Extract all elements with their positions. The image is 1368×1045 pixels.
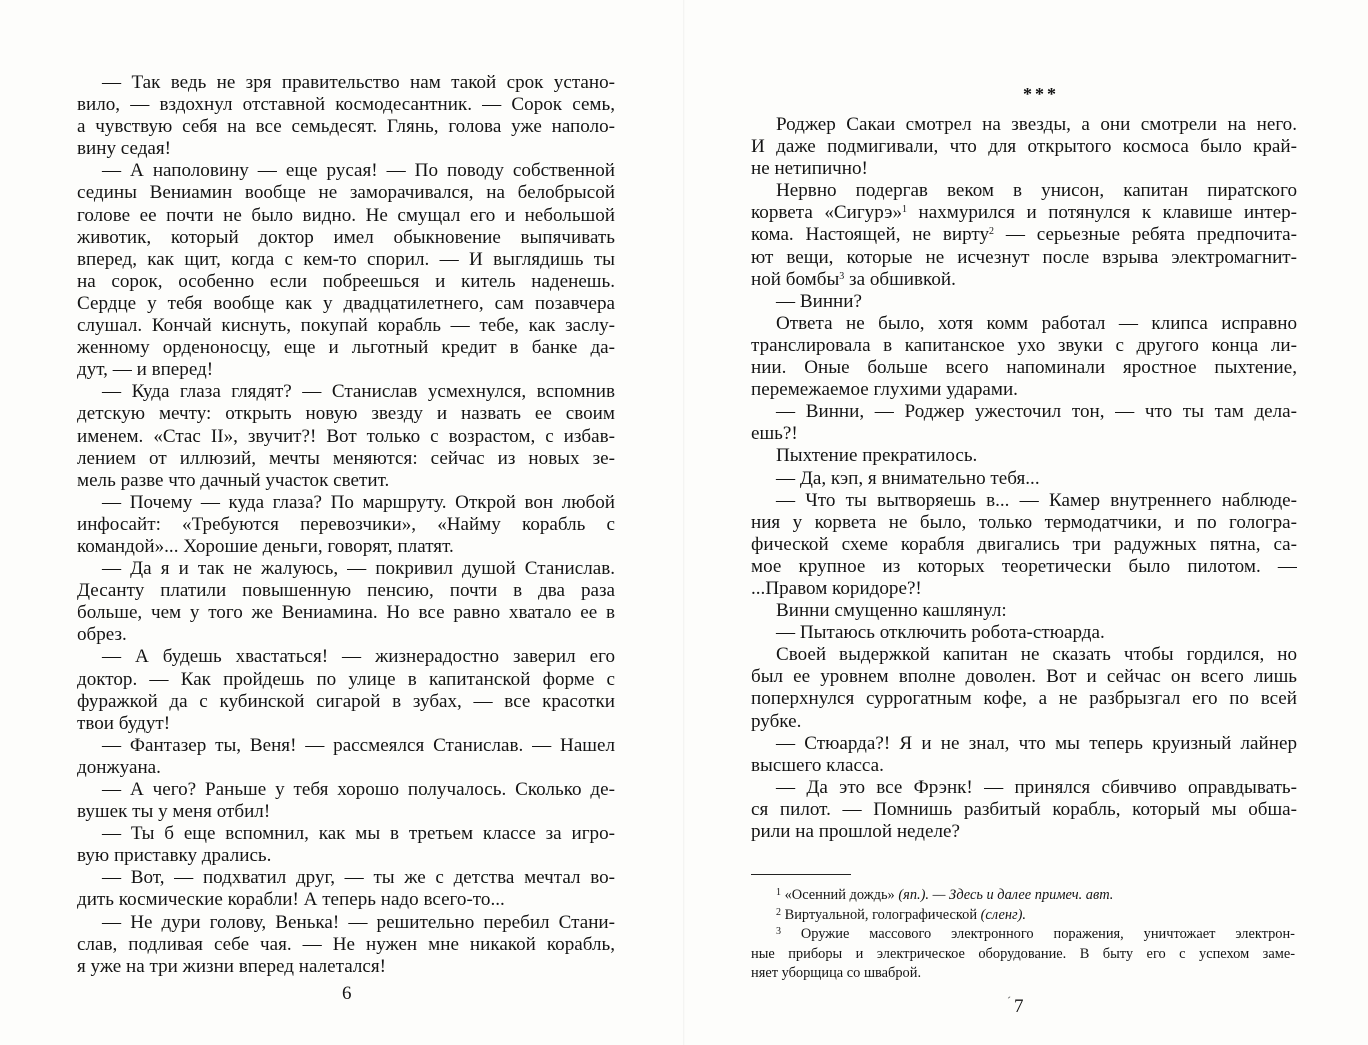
footnote-number: 2 [776, 906, 781, 918]
text-line: был ее уровнем вполне доволен. Вот и сейчас он всего лишь [751, 666, 1297, 688]
text-line: Роджер Сакаи смотрел на звезды, а они смотрели на него. [776, 114, 1297, 135]
footnotes [751, 886, 1295, 984]
text-line: Своей выдержкой капитан не сказать чтобы гордился, но [776, 644, 1297, 666]
text-line: мое крупное из которых теоретически было пилотом. — [751, 555, 1297, 577]
footnote-line: $^1$ «Осенний дождь» (яп.). — Здесь и далее примеч. авт. [776, 887, 1114, 903]
text-line: голове ее почти не было видно. Не смущал его и небольшой [77, 204, 615, 226]
text-line: — А будешь хвастаться! — жизнерадостно заверил его [102, 646, 615, 668]
text-line: Пыхтение прекратилось. [776, 445, 978, 467]
text-line: вину седая! [77, 138, 172, 160]
text-line: дут, — и вперед! [77, 359, 214, 381]
text-line: — Фантазер ты, Веня! — рассмеялся Станислав. — Нашел [102, 734, 615, 756]
text-line: — Да это все Фрэнк! — принялся сбивчиво оправдывать- [776, 776, 1297, 798]
text-line: — А чего? Раньше у тебя хорошо получалось. Сколько де- [102, 779, 615, 800]
text-line: седины Вениамин вообще не заморачивался, на белобрысой [77, 182, 615, 204]
text-line: слушал. Кончай киснуть, покупай корабль — тебе, как заслу- [77, 315, 615, 337]
text-line: детскую мечту: открыть новую звезду и назвать ее своим [77, 403, 615, 425]
text-line: ся пилот. — Помнишь разбитый корабль, который мы обша- [751, 798, 1297, 820]
page-number-right: 7 [1014, 996, 1024, 1017]
text-line: — Да, кэп, я внимательно тебя... [776, 467, 1040, 489]
text-line: женному орденоносцу, еще и льготный кредит в банке да- [77, 337, 615, 359]
text-line: именем. «Стас II», звучит?! Вот только с возрастом, с избав- [77, 425, 615, 447]
text-line: Нервно подергав веком в унисон, капитан пиратского [776, 180, 1297, 202]
text-line: доктор. — Как пройдешь по улице в капитанской форме с [77, 668, 615, 690]
text-line: фуражкой да с кубинской сигарой в зубах, — все красотки [77, 690, 615, 712]
footnote-number: 3 [776, 926, 781, 938]
text-line: больше, чем у того же Вениамина. Но все равно хватало ее в [77, 602, 615, 624]
text-line: — Вот, — подхватил друг, — ты же с детства мечтал во- [102, 867, 615, 889]
text-line: обрез. [77, 624, 127, 646]
text-line: Ответа не было, хотя комм работал — клипса исправно [776, 312, 1297, 334]
text-line: — Пытаюсь отключить робота-стюарда. [776, 622, 1105, 644]
text-line: слав, подливая себе чая. — Не нужен мне никакой корабль, [77, 933, 615, 955]
text-line: Сердце у тебя вообще как у двадцатилетнего, сам позавчера [77, 292, 615, 314]
text-line: лением от иллюзий, мечты меняются: сейчас из новых зе- [77, 447, 615, 469]
page-mark: ˊ [1007, 994, 1011, 1008]
footnote-rule [751, 874, 851, 875]
page-number-left: 6 [342, 983, 352, 1004]
footnote-marker: 3 [839, 270, 845, 282]
text-line: нии. Оные больше всего напоминали яростное пыхтение, [751, 357, 1297, 379]
footnote-marker: 1 [902, 204, 907, 216]
text-line: а чувствую себя на все семьдесят. Глянь, голова уже наполо- [77, 116, 615, 138]
footnote-line: няет уборщица со шваброй. [751, 965, 922, 982]
text-line: высшего класса. [751, 754, 884, 776]
text-line: вперед, как щит, когда с кем-то спорил. — И выглядишь ты [77, 248, 615, 270]
text-line: И даже подмигивали, что для открытого космоса было край- [751, 136, 1297, 158]
text-line: — А наполовину — еще русая! — По поводу собственной [102, 160, 615, 182]
footnote-line: $^2$ Виртуальной, голографической (сленг). [776, 906, 1026, 923]
text-line: твои будут! [77, 712, 171, 734]
footnote-marker: 2 [989, 226, 995, 238]
text-line: дить космические корабли! А теперь надо всего-то... [77, 889, 505, 911]
text-line: транслировала в капитанское ухо звуки с другого конца ли- [751, 334, 1297, 356]
footnote-number: 1 [776, 887, 781, 898]
text-line: вушек ты у меня отбил! [77, 801, 271, 823]
text-line: ной бомбы$^3$ за обшивкой. [751, 268, 956, 290]
text-line: командой»... Хорошие деньги, говорят, платят. [77, 535, 454, 557]
text-line: Десанту платили повышенную пенсию, почти в два раза [77, 580, 615, 602]
text-line: рубке. [751, 710, 802, 732]
text-line: перемежаемое глухими ударами. [751, 379, 1018, 401]
text-line: животик, который доктор имел обыкновение выпячивать [77, 226, 615, 248]
text-line: на сорок, особенно если побреешься и китель наденешь. [77, 270, 615, 292]
text-line: — Ты б еще вспомнил, как мы в третьем классе за игро- [102, 823, 615, 845]
text-line: — Не дури голову, Венька! — решительно перебил Стани- [102, 911, 615, 933]
text-line: ют вещи, которые не исчезнут после взрыва электромагнит- [751, 246, 1297, 268]
text-line: ешь?! [751, 423, 798, 445]
text-line: рили на прошлой неделе? [751, 821, 960, 842]
text-line: Винни смущенно кашлянул: [776, 600, 1007, 622]
footnote-line: ные приборы и электрическое оборудование. В быту его с успехом заме- [751, 945, 1295, 962]
text-line: не нетипично! [751, 158, 868, 180]
text-line: вую приставку дрались. [77, 845, 272, 867]
text-line: вило, — вздохнул отставной космодесантник. — Сорок семь, [77, 94, 615, 116]
text-line: — Почему — куда глаза? По маршруту. Открой вон любой [102, 491, 615, 513]
section-separator: *** [1023, 84, 1059, 104]
text-line: ния у корвета не было, только термодатчики, и по гологра- [751, 511, 1297, 533]
text-line: донжуана. [77, 756, 161, 778]
right-page-text [751, 114, 1297, 843]
text-line: инфосайт: «Требуются перевозчики», «Найму корабль с [77, 513, 615, 535]
text-line: фической схеме корабля двигались три радужных пятна, са- [751, 533, 1297, 555]
text-line: — Винни, — Роджер ужесточил тон, — что ты там дела- [776, 401, 1297, 423]
text-line: — Стюарда?! Я и не знал, что мы теперь круизный лайнер [776, 732, 1297, 754]
text-line: — Винни? [776, 290, 862, 312]
text-line: я уже на три жизни вперед налетался! [77, 955, 386, 977]
footnote-line: $^3$ Оружие массового электронного поражения, уничтожает электрон- [776, 926, 1295, 943]
text-line: ...Правом коридоре?! [751, 577, 922, 599]
text-line: — Что ты вытворяешь в... — Камер внутреннего наблюде- [776, 489, 1297, 511]
text-line: поперхнулся суррогатным кофе, а не разбрызгал его по всей [751, 688, 1297, 710]
text-line: кома. Настоящей, не вирту$^2$ — серьезные ребята предпочита- [751, 224, 1297, 246]
text-line: — Так ведь не зря правительство нам такой срок устано- [102, 72, 615, 93]
text-line: — Да я и так не жалуюсь, — покривил душой Станислав. [102, 558, 615, 580]
text-line: — Куда глаза глядят? — Станислав усмехнулся, вспомнив [102, 381, 615, 403]
left-page-text [77, 72, 615, 978]
text-line: корвета «Сигурэ»$^1$ нахмурился и потянулся к клавише интер- [751, 202, 1297, 224]
text-line: мель разве что дачный участок светит. [77, 469, 390, 491]
